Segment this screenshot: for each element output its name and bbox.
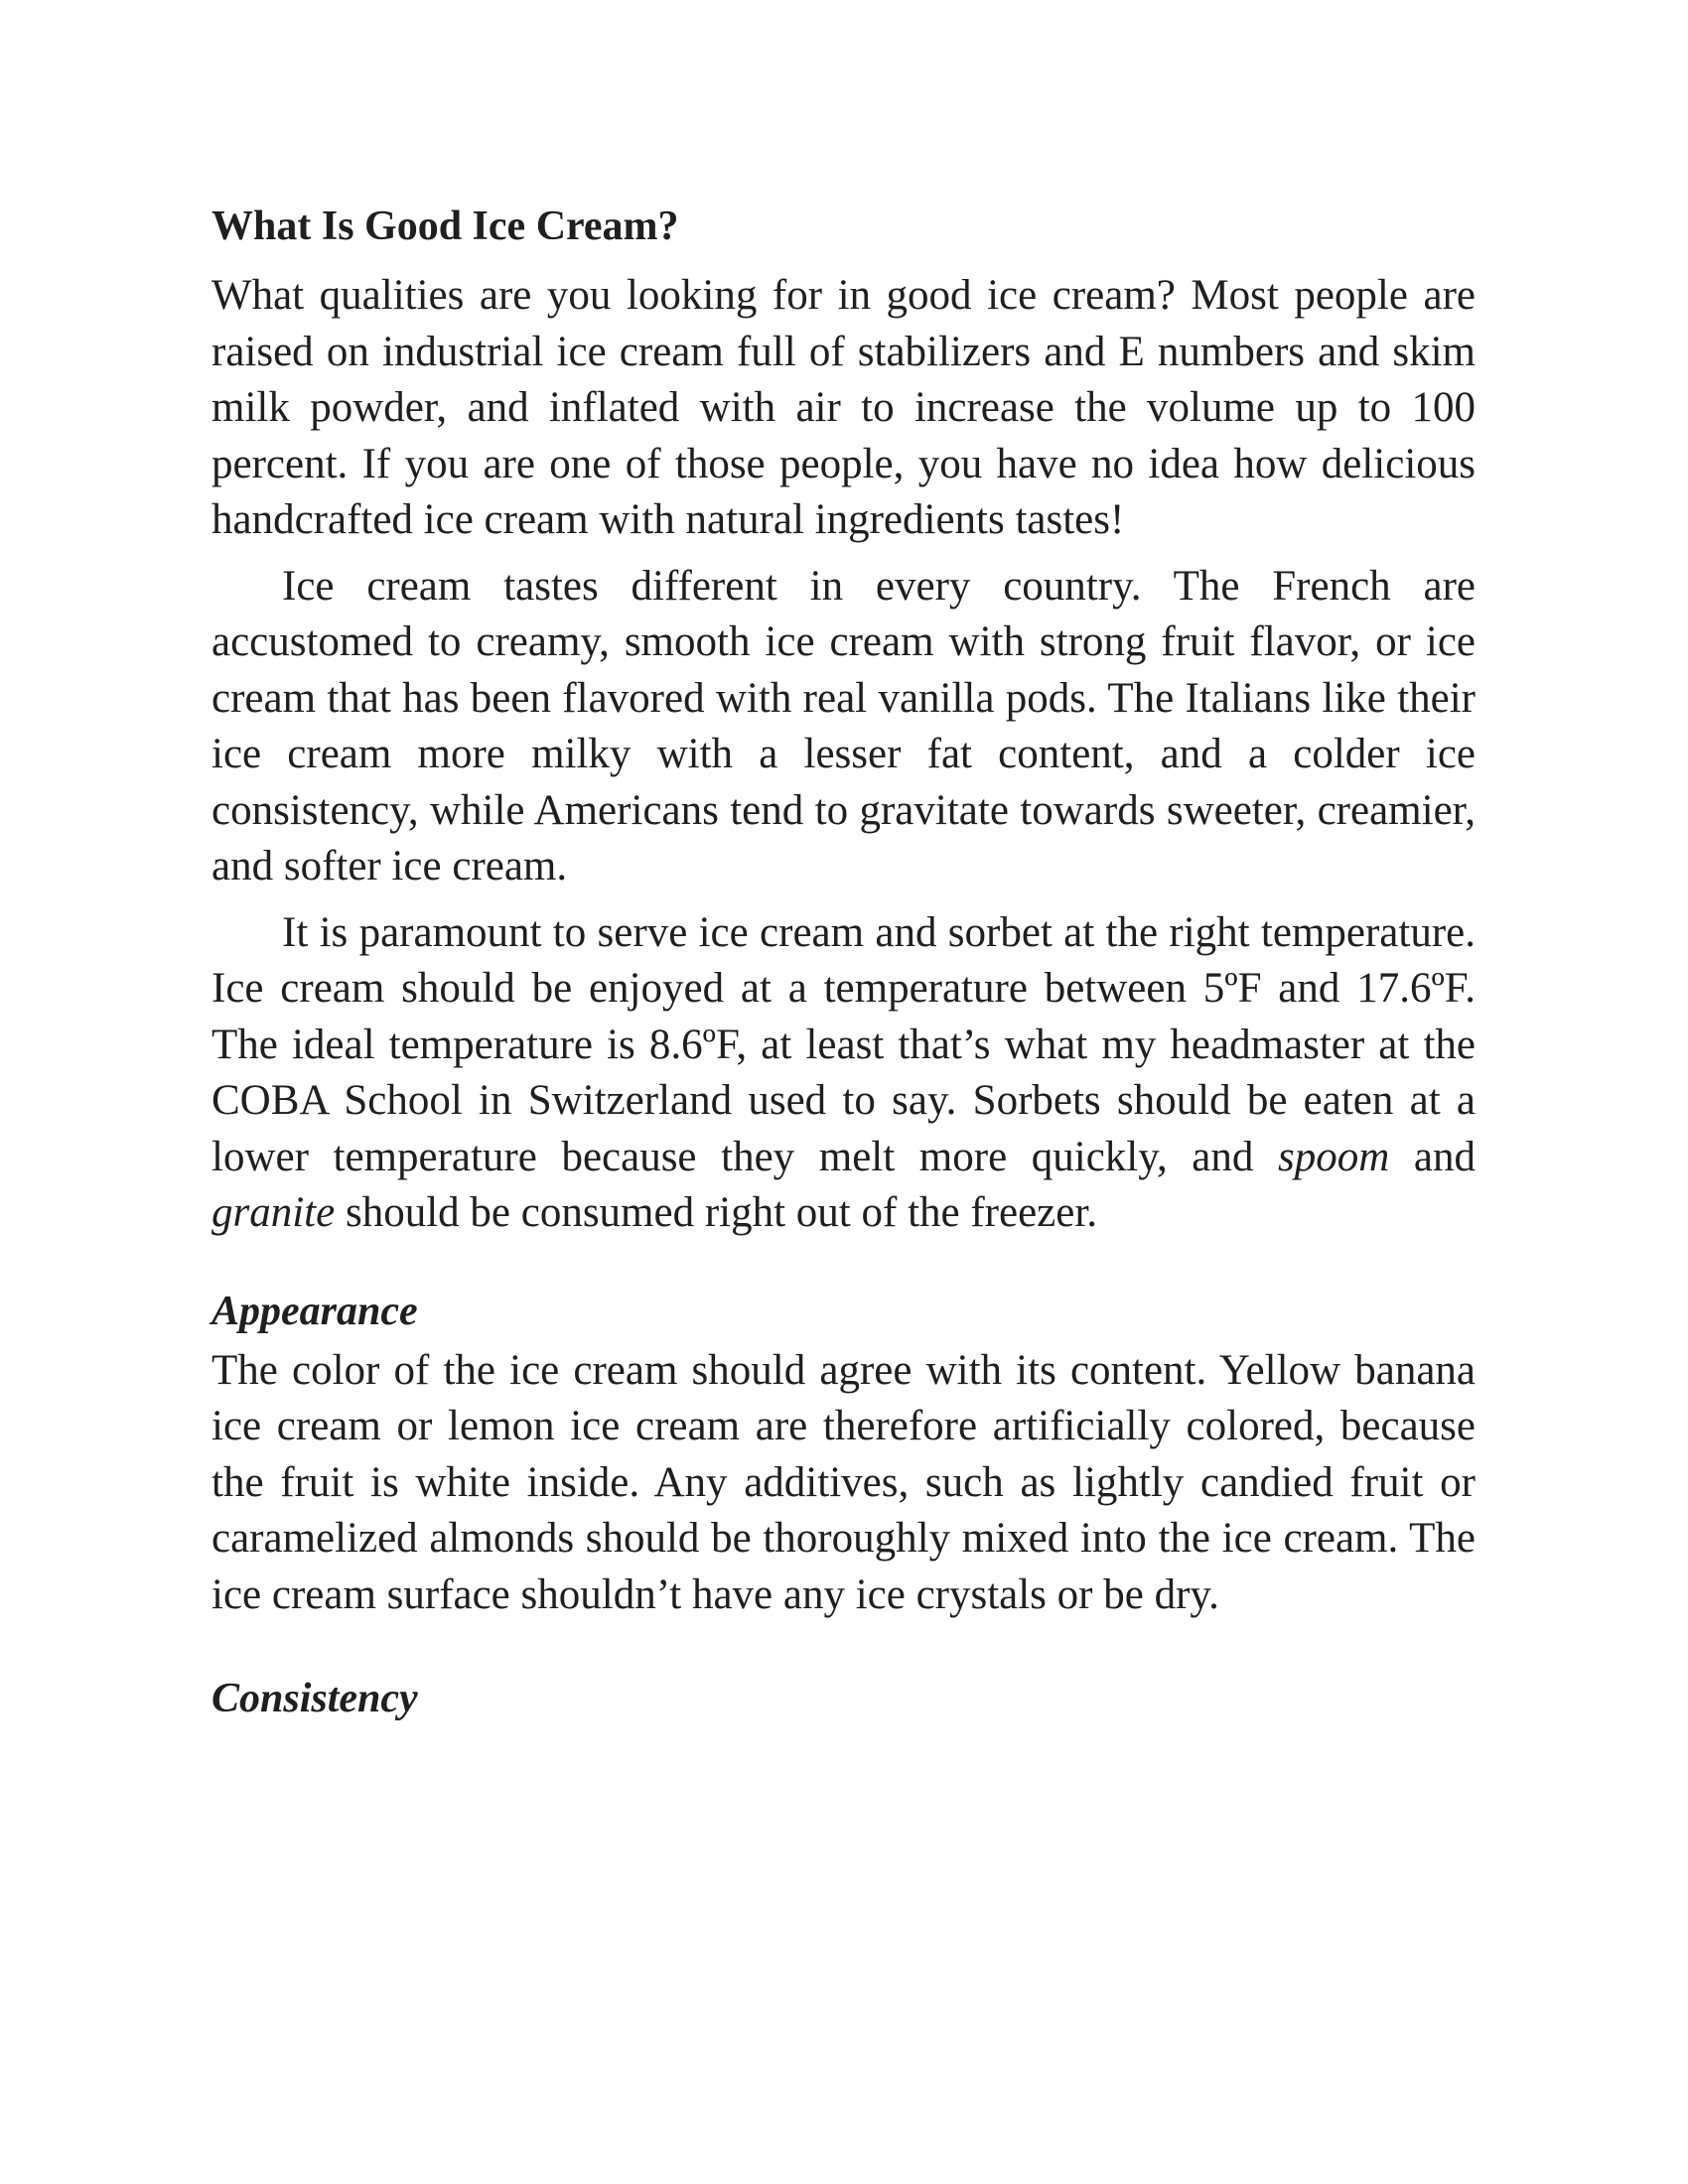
page-title: What Is Good Ice Cream? [211,204,679,249]
countries-paragraph: Ice cream tastes different in every country. The French are accustomed to creamy, smooth ice cream with strong fruit flavor, or ice cream that has been flavored with real vanilla pods. The Italians like their ice cream more milky with a lesser fat content, and a colder ice consistency, while Americans tend to gravitate towards sweeter, creamier, and softer ice cream. [211,562,1476,889]
temperature-text-3: should be consumed right out of the freezer. [335,1189,1098,1236]
temperature-text-2: and [1389,1133,1476,1180]
intro-paragraph: What qualities are you looking for in good ice cream? Most people are raised on industrial ice cream full of stabilizers and E numbers and skim milk powder, and inflated with air to increase the volume up to 100 percent. If you are one of those people, you have no idea how delicious handcrafted ice cream with natural ingredients tastes! [211,272,1476,543]
appearance-heading: Appearance [211,1288,418,1334]
term-spoom: spoom [1278,1133,1390,1180]
temperature-text-1: It is paramount to serve ice cream and sorbet at the right temperature. Ice cream should be enjoyed at a temperature between 5ºF and 17.6ºF. The ideal temperature is 8.6ºF, at least that’s what my headmaster at the COBA School in Switzerland used to say. Sorbets should be eaten at a lower temperature because they melt more quickly, and [211,908,1476,1180]
document-page [211,197,1476,1728]
term-granite: granite [211,1189,336,1236]
temperature-paragraph [211,905,1476,1242]
appearance-paragraph: The color of the ice cream should agree with its content. Yellow banana ice cream or lemon ice cream are therefore artificially colored, because the fruit is white inside. Any additives, such as lightly candied fruit or caramelized almonds should be thoroughly mixed into the ice cream. The ice cream surface shouldn’t have any ice crystals or be dry. [211,1346,1476,1618]
consistency-heading: Consistency [211,1676,418,1721]
